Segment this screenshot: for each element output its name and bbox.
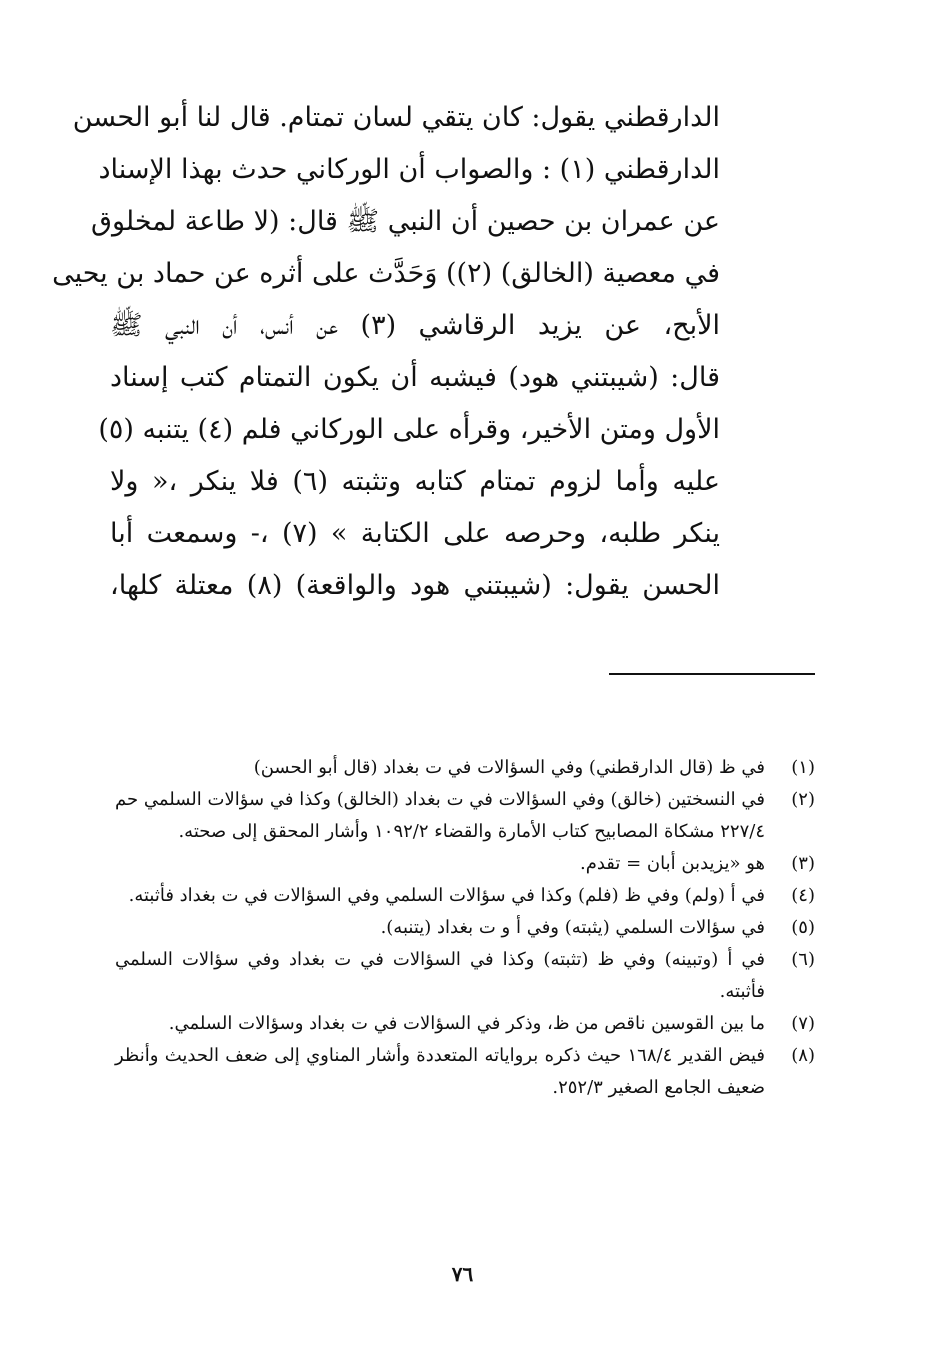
footnote-item (115, 912, 815, 944)
main-text-block (52, 92, 720, 612)
footnote-number: (٨) (791, 1045, 815, 1066)
main-text-line: في معصية (الخالق) (٢)) وَحَدَّث على أثره عن حماد بن يحيى (52, 258, 720, 289)
page-number: ٧٦ (451, 1262, 474, 1286)
footnote-text: في سؤالات السلمي (يثبته) وفي أ و ت بغداد (يتنبه). (380, 917, 765, 938)
footnote-text: في النسختين (خالق) وفي السؤالات في ت بغداد (الخالق) وكذا في سؤالات السلمي حم ٢٢٧/٤ مشكاة المصابيح كتاب الأمارة والقضاء ١٠٩٢/٢ وأشار المحقق إلى صحته. (115, 789, 765, 842)
main-text-line: ينكر طلبه، وحرصه على الكتابة » (٧) ،- وسمعت أبا (110, 518, 720, 549)
footnote-number: (١) (791, 757, 815, 778)
main-text-line: الدارقطني (١) : والصواب أن الوركاني حدث بهذا الإسناد (98, 154, 720, 185)
footnote-item (115, 944, 815, 1008)
footnote-text: فيض القدير ١٦٨/٤ حيث ذكره برواياته المتعددة وأشار المناوي إلى ضعف الحديث وأنظر ضعيف الجامع الصغير ٢٥٢/٣. (115, 1045, 766, 1098)
main-text-line: عن عمران بن حصين أن النبي ﷺ قال: (لا طاعة لمخلوق (91, 206, 720, 237)
footnote-number: (٧) (791, 1013, 815, 1034)
footnotes-list (115, 752, 815, 1104)
footnote-item (115, 784, 815, 848)
footnote-text: هو «يزيدبن أبان = تقدم. (579, 853, 765, 874)
footnote-number: (٢) (791, 789, 815, 810)
footnote-item (115, 1008, 815, 1040)
main-text-line: الحسن يقول: (شيبتني هود والواقعة) (٨) معتلة كلها، (110, 570, 720, 601)
footnote-text: ما بين القوسين ناقص من ظ، وذكر في السؤالات في ت بغداد وسؤالات السلمي. (168, 1013, 765, 1034)
footnote-separator (609, 673, 815, 675)
footnote-text: في أ (ولم) وفي ظ (فلم) وكذا في سؤالات السلمي وفي السؤالات في ت بغداد فأثبته. (128, 885, 765, 906)
footnote-number: (٣) (791, 853, 815, 874)
footnote-item (115, 880, 815, 912)
main-text-line: عليه وأما لزوم تمتام كتابه وتثبته (٦) فلا ينكر ،« ولا (110, 466, 720, 497)
main-text-line: قال: (شيبتني هود) فيشبه أن يكون التمتام كتب إسناد (110, 362, 720, 393)
main-text-line: الأبح، عن يزيد الرقاشي (٣) عن أنس، أن النبي ﷺ (110, 310, 720, 341)
footnote-item (115, 752, 815, 784)
footnote-number: (٦) (791, 949, 815, 970)
footnote-number: (٤) (791, 885, 815, 906)
main-text-line: الأول ومتن الأخير، وقرأه على الوركاني فلم (٤) يتنبه (٥) (98, 414, 720, 445)
footnote-item (115, 1040, 815, 1104)
footnote-item (115, 848, 815, 880)
main-text-line: الدارقطني يقول: كان يتقي لسان تمتام. قال لنا أبو الحسن (72, 102, 720, 133)
footnote-number: (٥) (791, 917, 815, 938)
footnote-text: في ظ (قال الدارقطني) وفي السؤالات في ت بغداد (قال أبو الحسن) (253, 757, 765, 778)
footnote-text: في أ (وتبينه) وفي ظ (تثبته) وكذا في السؤالات في ت بغداد وفي سؤالات السلمي فأثبته. (115, 949, 765, 1002)
